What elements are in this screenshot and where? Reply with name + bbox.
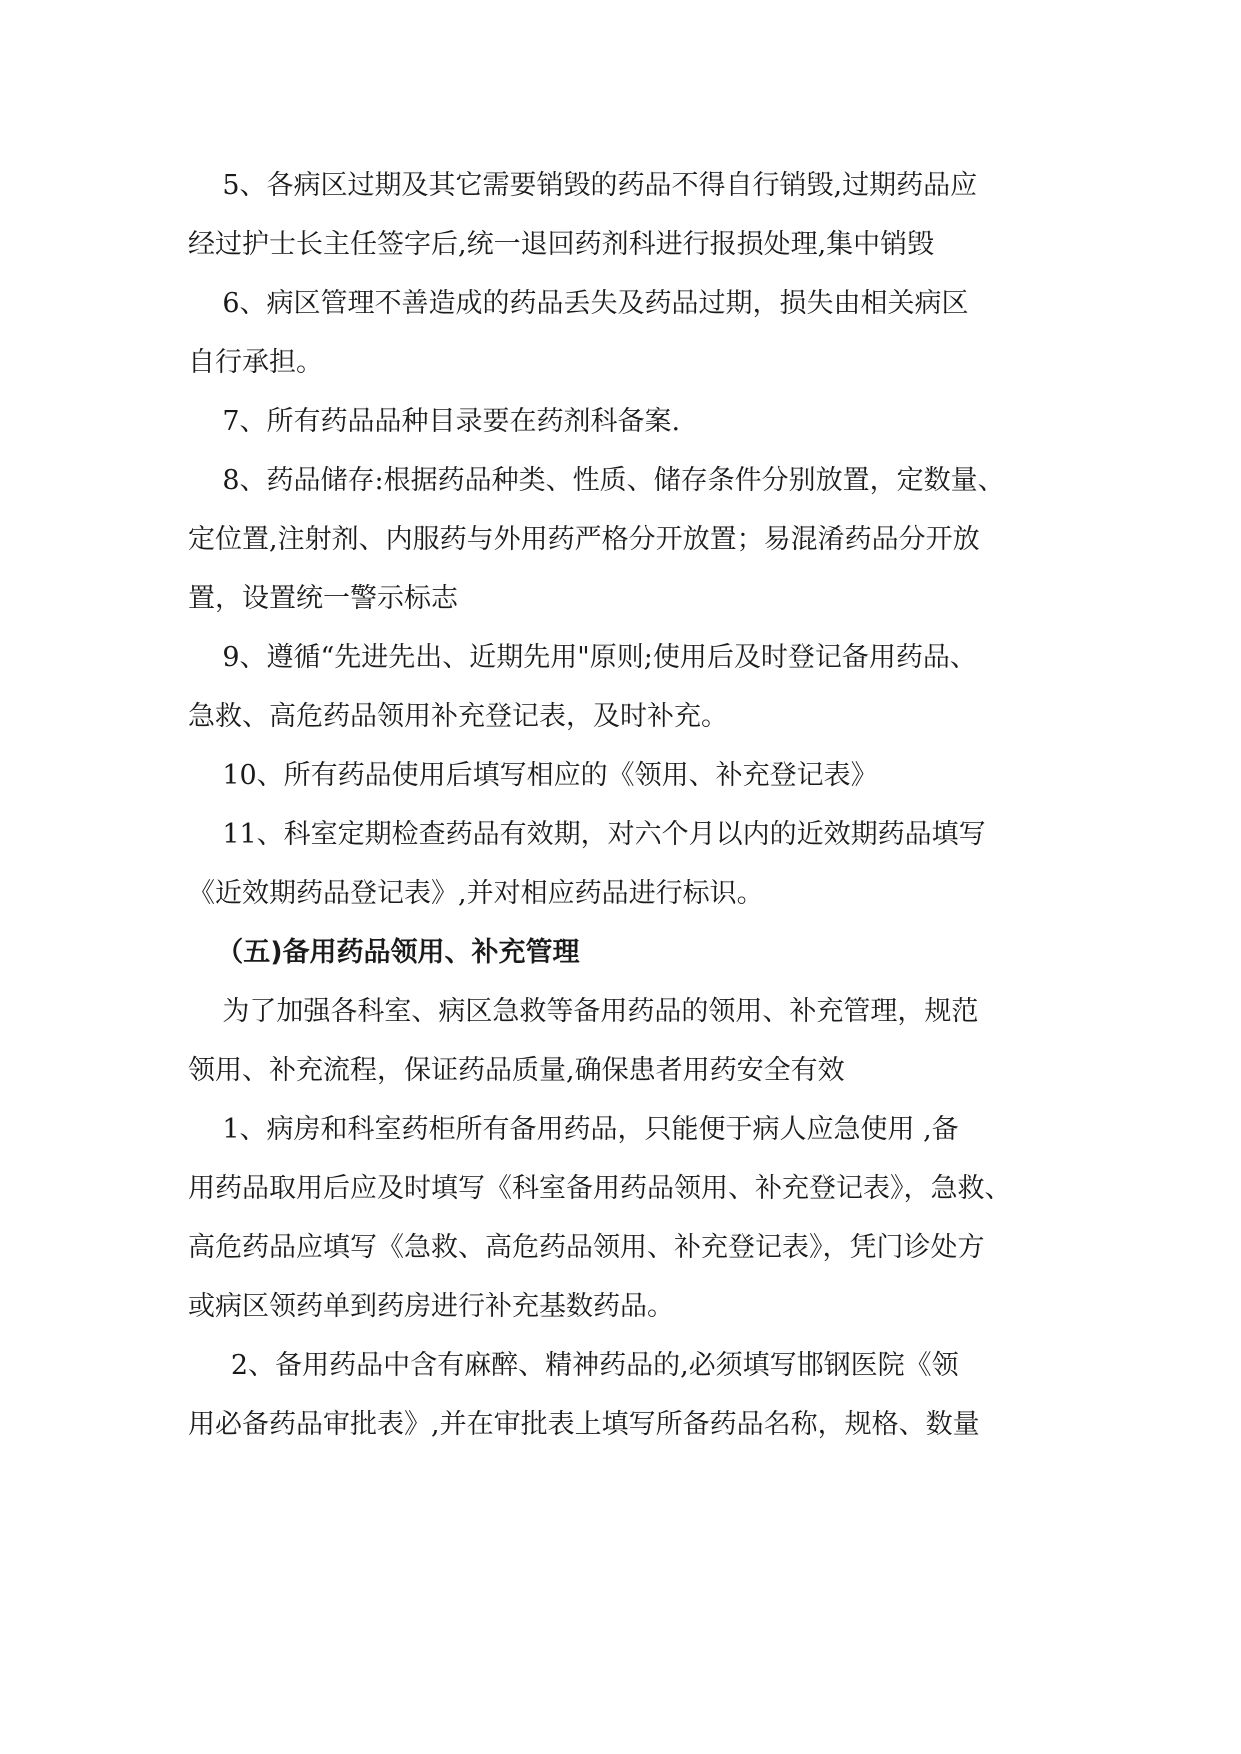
section-heading: （五)备用药品领用、补充管理 (188, 937, 580, 968)
text-line: 用药品取用后应及时填写《科室备用药品领用、补充登记表》，急救、 (188, 1173, 1012, 1204)
body-text (188, 156, 1063, 1454)
text-line: 10、所有药品使用后填写相应的《领用、补充登记表》 (188, 760, 878, 791)
text-line: 5、各病区过期及其它需要销毁的药品不得自行销毁,过期药品应 (188, 170, 978, 201)
text-line: 7、所有药品品种目录要在药剂科备案. (188, 406, 681, 437)
text-line: 自行承担。 (188, 347, 323, 378)
text-line: 定位置,注射剂、内服药与外用药严格分开放置；易混淆药品分开放 (188, 524, 980, 555)
text-line: 6、病区管理不善造成的药品丢失及药品过期，损失由相关病区 (188, 288, 969, 319)
text-line: 领用、补充流程，保证药品质量,确保患者用药安全有效 (188, 1055, 845, 1086)
text-line: 用必备药品审批表》,并在审批表上填写所备药品名称，规格、数量 (188, 1409, 980, 1440)
text-line: 急救、高危药品领用补充登记表，及时补充。 (188, 701, 728, 732)
text-line: 经过护士长主任签字后,统一退回药剂科进行报损处理,集中销毁 (188, 229, 935, 260)
text-line: 《近效期药品登记表》,并对相应药品进行标识。 (188, 878, 764, 909)
text-line: 8、药品储存:根据药品种类、性质、储存条件分别放置，定数量、 (188, 465, 1005, 496)
text-line: 2、备用药品中含有麻醉、精神药品的,必须填写邯钢医院《领 (188, 1350, 959, 1381)
text-line: 高危药品应填写《急救、高危药品领用、补充登记表》，凭门诊处方 (188, 1232, 985, 1263)
text-line: 11、科室定期检查药品有效期，对六个月以内的近效期药品填写 (188, 819, 986, 850)
text-line: 置，设置统一警示标志 (188, 583, 458, 614)
text-line: 1、病房和科室药柜所有备用药品，只能便于病人应急使用 ,备 (188, 1114, 959, 1145)
text-line: 为了加强各科室、病区急救等备用药品的领用、补充管理，规范 (188, 996, 979, 1027)
text-line: 或病区领药单到药房进行补充基数药品。 (188, 1291, 674, 1322)
text-line: 9、遵循“先进先出、近期先用"原则;使用后及时登记备用药品、 (188, 642, 977, 673)
